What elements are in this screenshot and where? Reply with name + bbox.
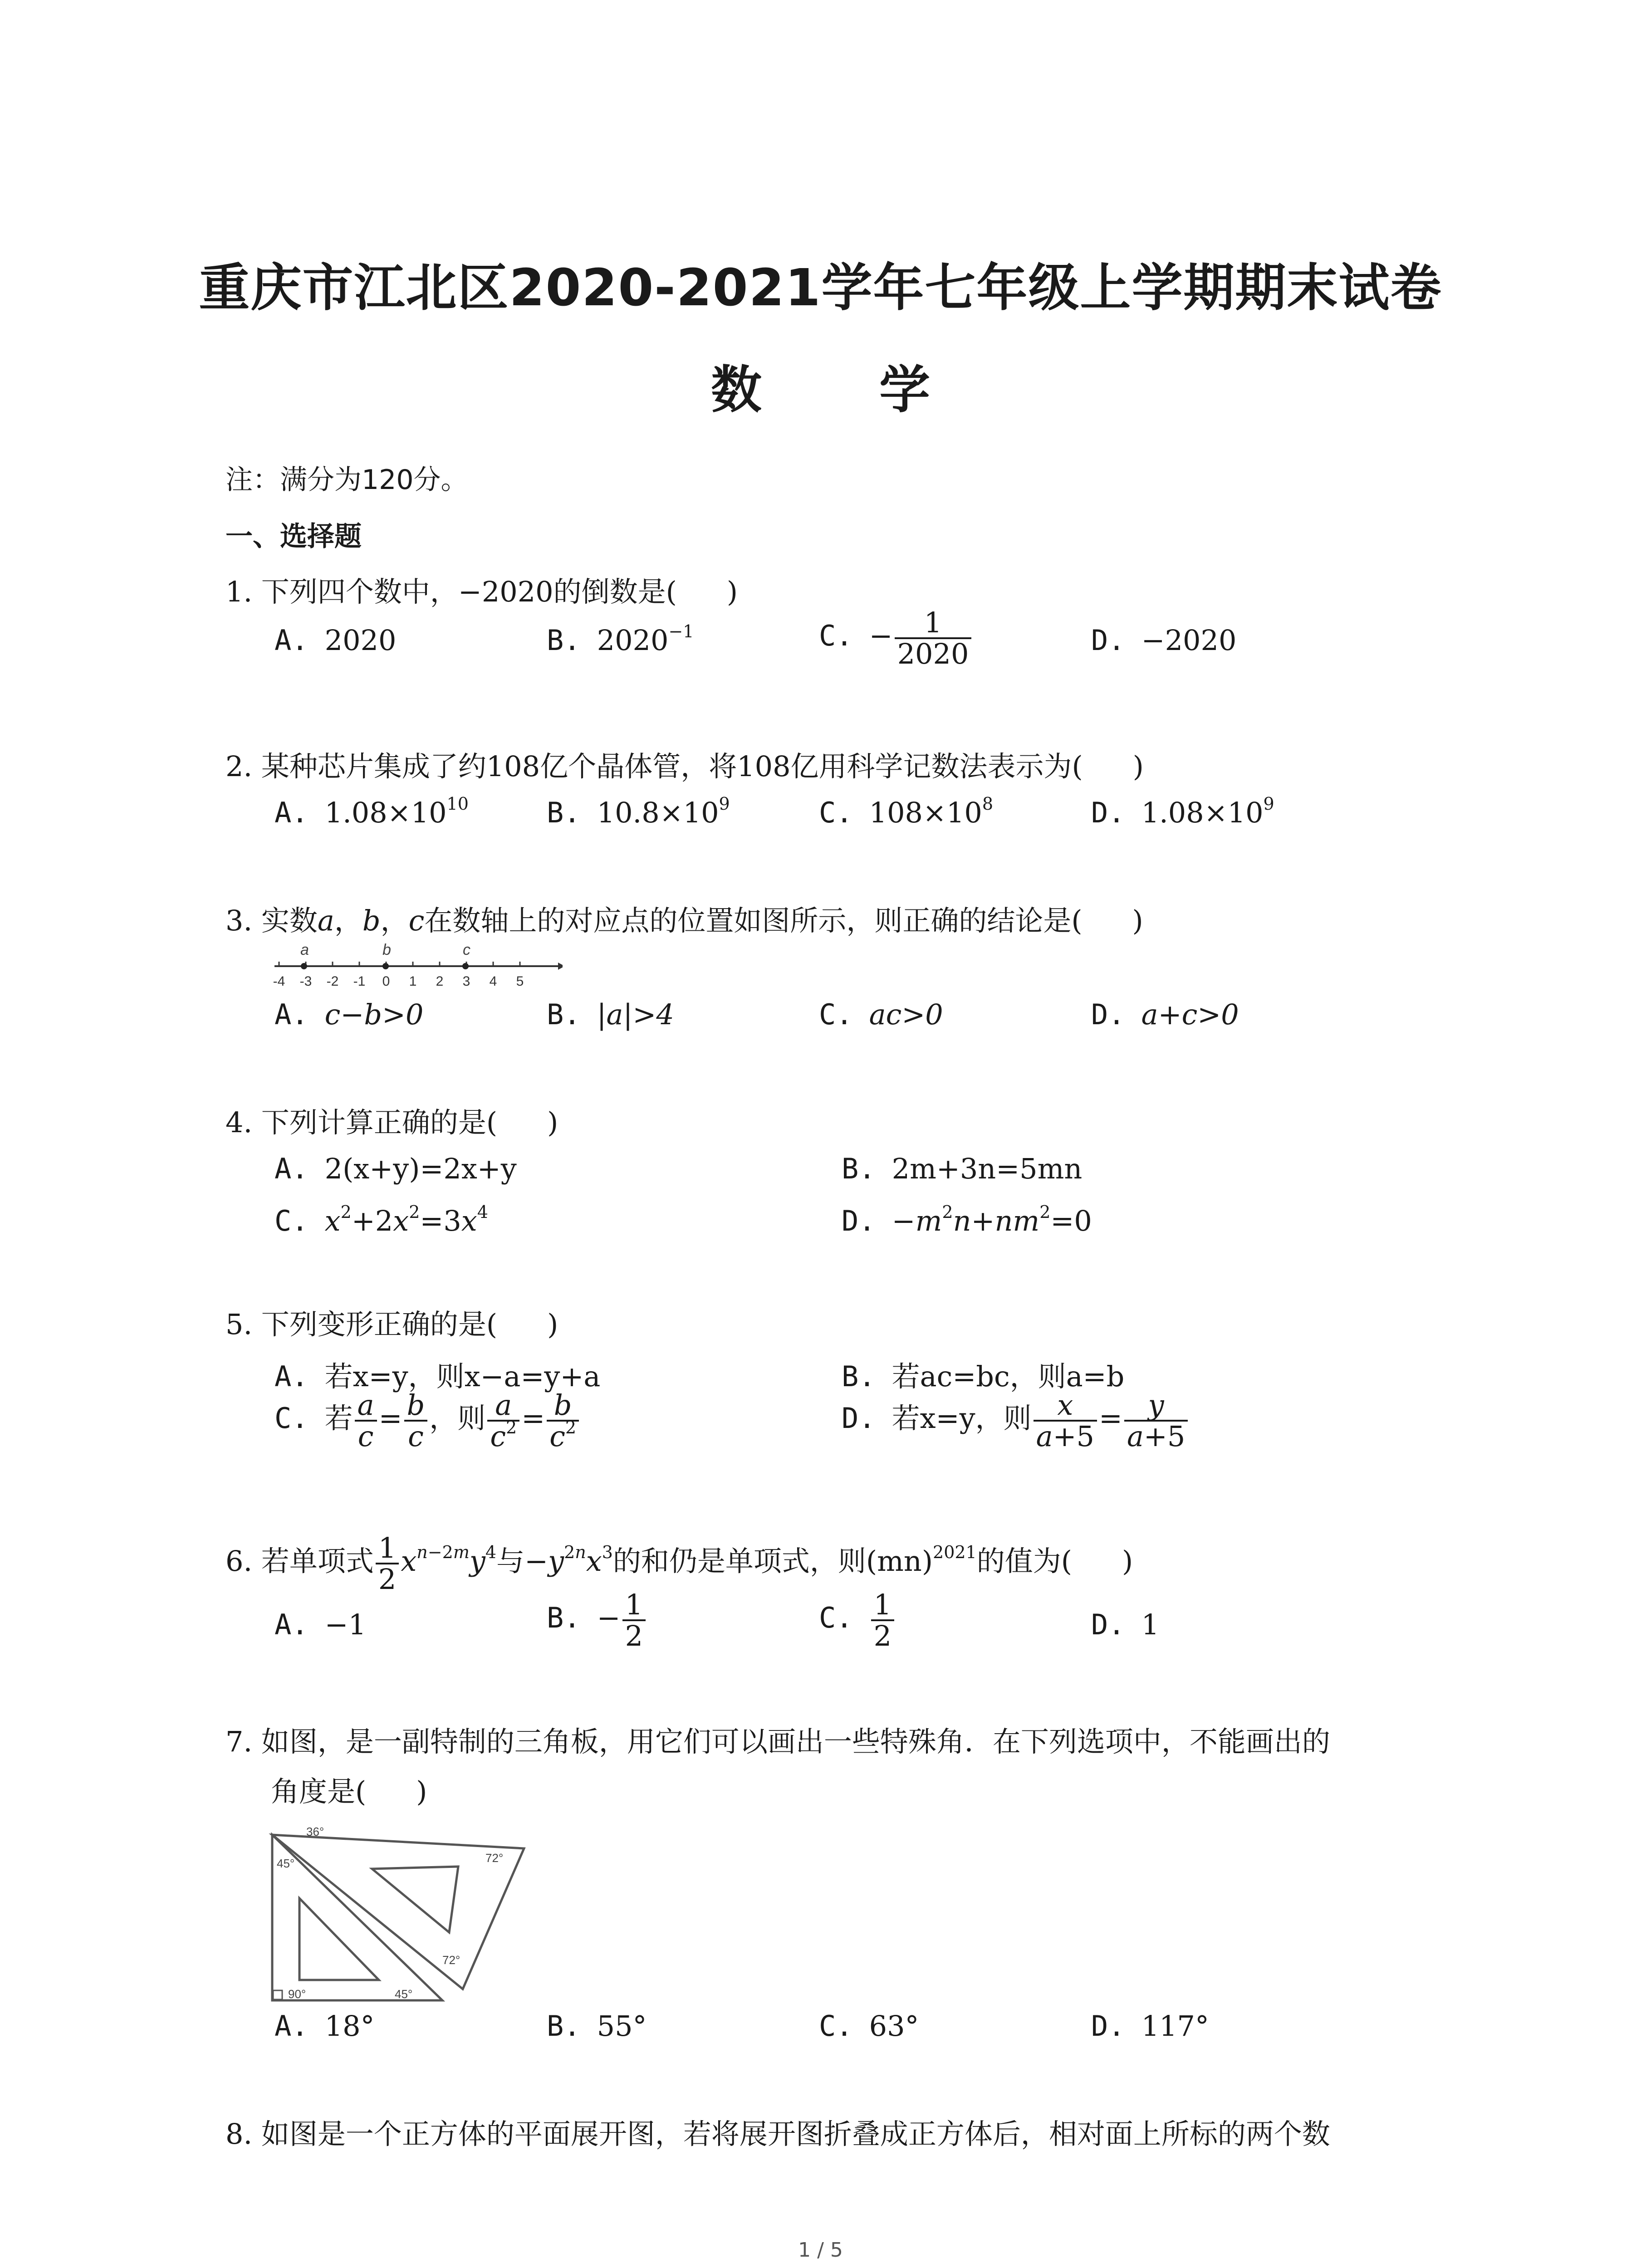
q5-option-a[interactable]: A. 若x=y，则x−a=y+a: [274, 1360, 601, 1393]
exam-title: 重庆市江北区2020-2021学年七年级上学期期末试卷: [199, 259, 1442, 318]
q2-option-a[interactable]: A. $1.08\times 10^{10}$: [274, 794, 469, 829]
q5-option-c[interactable]: C. 若 $\frac{a}{c}$ = $\frac{b}{c}$ ，则 $\frac{a}{c^2}$ = $\frac{b}{c^2}$: [274, 1390, 581, 1451]
axis-tick-label: 4: [489, 974, 497, 989]
point-b: [382, 963, 389, 969]
point-label-c: c: [463, 941, 470, 958]
axis-tick-label: 5: [516, 974, 524, 989]
angle-label: 72°: [442, 1953, 460, 1967]
q5-option-b[interactable]: B. 若ac=bc，则a=b: [842, 1360, 1125, 1393]
q6-option-d[interactable]: D. 1: [1091, 1608, 1160, 1641]
q5-option-d[interactable]: D. 若x=y，则 $\frac{x}{a+5}$ = $\frac{y}{a+5}$: [842, 1390, 1190, 1451]
q4-option-b[interactable]: B. 2m+3n=5mn: [842, 1152, 1083, 1185]
axis-arrow: [558, 963, 563, 970]
point-label-b: b: [382, 941, 391, 958]
q1-option-c[interactable]: C. − $\frac{1}{2020}$: [819, 608, 973, 669]
q7-option-c[interactable]: C. 63°: [819, 2009, 919, 2043]
axis-tick-label: -3: [299, 974, 312, 989]
question-8-stem: 8. 如图是一个正方体的平面展开图，若将展开图折叠成正方体后，相对面上所标的两个数: [225, 2117, 1330, 2151]
q1-option-a[interactable]: A. 2020: [274, 624, 397, 657]
q2-option-d[interactable]: D. $1.08\times 10^9$: [1091, 794, 1274, 829]
right-angle-mark: [273, 1990, 282, 1999]
axis-tick-label: -2: [326, 974, 339, 989]
triangle-ruler-36-inner: [372, 1867, 458, 1932]
angle-label: 90°: [288, 1987, 306, 2001]
q3-option-a[interactable]: A. c−b>0: [274, 998, 424, 1031]
angle-label: 45°: [395, 1987, 413, 2001]
q1-option-b[interactable]: B. $2020^{-1}$: [547, 621, 694, 657]
page-indicator: 1 / 5: [798, 2239, 843, 2262]
q4-option-d[interactable]: D. $-m^2n+nm^2=0$: [842, 1202, 1092, 1237]
q3-option-b[interactable]: B. |a|>4: [547, 998, 674, 1031]
point-a: [301, 963, 307, 969]
q7-option-b[interactable]: B. 55°: [547, 2009, 647, 2043]
q2-option-b[interactable]: B. $10.8\times 10^9$: [547, 794, 730, 829]
q6-option-b[interactable]: B. − $\frac{1}{2}$: [547, 1590, 647, 1651]
q4-option-a[interactable]: A. 2(x+y)=2x+y: [274, 1152, 517, 1185]
axis-tick-label: -4: [273, 974, 285, 989]
fraction: $\frac{1}{2020}$: [895, 608, 972, 669]
angle-label: 36°: [306, 1825, 324, 1838]
axis-tick-label: 2: [436, 974, 444, 989]
triangle-ruler-45: [272, 1835, 442, 2000]
angle-label: 45°: [277, 1857, 295, 1870]
q1-option-d[interactable]: D. −2020: [1091, 624, 1237, 657]
question-6-stem: 6. 若单项式 $\frac{1}{2}$ $x^{n-2m}y^4$与$-y^{2n}x^3$的和仍是单项式，则(mn)$^{2021}$的值为( ): [225, 1531, 1133, 1596]
point-label-a: a: [300, 941, 309, 958]
question-1-stem: 1. 下列四个数中，−2020的倒数是( ): [225, 575, 738, 608]
q3-option-d[interactable]: D. a+c>0: [1091, 998, 1239, 1031]
question-3-stem: 3. 实数a，b，c在数轴上的对应点的位置如图所示，则正确的结论是( ): [225, 904, 1143, 937]
q2-option-c[interactable]: C. $108\times 10^8$: [819, 794, 994, 829]
q3-option-c[interactable]: C. ac>0: [819, 998, 943, 1031]
question-5-stem: 5. 下列变形正确的是( ): [225, 1308, 558, 1341]
point-c: [462, 963, 469, 969]
axis-tick-label: 3: [462, 974, 470, 989]
question-7-stem-line2: 角度是( ): [271, 1775, 427, 1808]
q4-option-c[interactable]: C. $x^2+2x^2=3x^4$: [274, 1202, 488, 1237]
q6-option-c[interactable]: C. $\frac{1}{2}$: [819, 1590, 896, 1651]
axis-tick-label: 0: [382, 974, 390, 989]
question-2-stem: 2. 某种芯片集成了约108亿个晶体管，将108亿用科学记数法表示为( ): [225, 750, 1144, 783]
q7-option-a[interactable]: A. 18°: [274, 2009, 375, 2043]
q6-option-a[interactable]: A. −1: [274, 1608, 367, 1641]
number-line-figure: [272, 941, 563, 991]
triangle-rulers-figure: [263, 1817, 531, 2012]
axis-tick-label: 1: [409, 974, 417, 989]
axis-tick-label: -1: [353, 974, 366, 989]
question-4-stem: 4. 下列计算正确的是( ): [225, 1106, 558, 1139]
score-note: 注：满分为120分。: [225, 464, 468, 496]
question-7-stem-line1: 7. 如图，是一副特制的三角板，用它们可以画出一些特殊角．在下列选项中，不能画出的: [225, 1725, 1330, 1758]
q7-option-d[interactable]: D. 117°: [1091, 2009, 1209, 2043]
angle-label: 72°: [485, 1851, 504, 1865]
subject-title: 数 学: [711, 361, 980, 420]
section-heading: 一、选择题: [225, 521, 362, 552]
